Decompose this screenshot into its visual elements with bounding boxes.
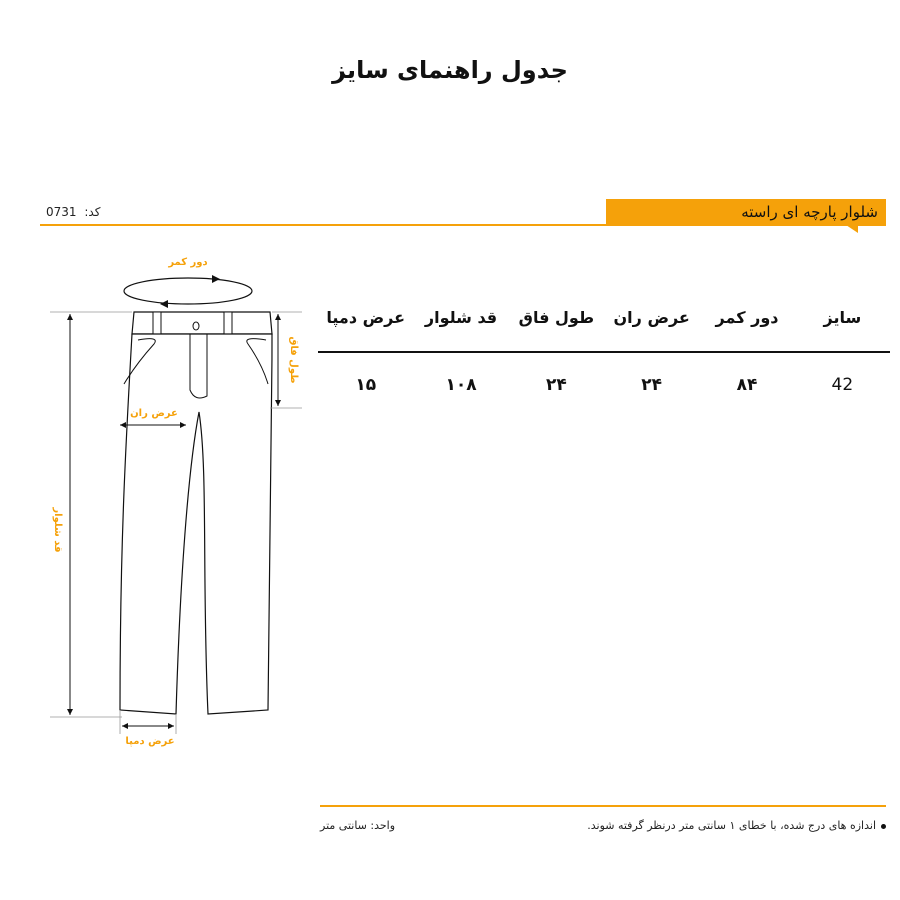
belt-loop-right: [224, 312, 232, 334]
header-rise: طول فاق: [518, 308, 595, 327]
header-length: قد شلوار: [424, 308, 498, 327]
product-code-value: 0731: [46, 205, 77, 219]
footer-note-text: اندازه های درج شده، با خطای ۱ سانتی متر درنظر گرفته شوند.: [587, 819, 876, 832]
page-title: جدول راهنمای سایز: [332, 56, 568, 84]
footer-note: [584, 819, 886, 832]
cell-rise: ۲۴: [545, 375, 567, 395]
waist-ellipse: [124, 278, 252, 304]
waist-arrow-bottom: [160, 300, 168, 308]
hem-arrow-right: [168, 723, 174, 729]
cell-length: ۱۰۸: [445, 375, 477, 395]
bullet-icon: [881, 824, 886, 829]
thigh-label: عرض ران: [130, 408, 178, 419]
pants-drawing: [40, 240, 320, 760]
header-thigh: عرض ران: [613, 308, 690, 327]
hem-label: عرض دمپا: [125, 736, 175, 747]
product-name-tab: [606, 199, 886, 225]
waist-label: دور کمر: [168, 257, 208, 268]
size-table: [318, 296, 890, 417]
button: [193, 322, 199, 330]
product-code-label: کد:: [84, 205, 101, 219]
belt-loop-left: [153, 312, 161, 334]
pants-diagram: [40, 240, 320, 760]
header-waist: دور کمر: [715, 308, 779, 327]
header-hem: عرض دمپا: [326, 308, 406, 327]
table-header-row: [318, 296, 890, 353]
length-arrow-bottom: [67, 709, 73, 715]
pants-outline: [120, 334, 272, 714]
rise-arrow-top: [275, 314, 281, 320]
footer-unit: واحد: سانتی متر: [320, 819, 396, 832]
thigh-arrow-left: [120, 422, 126, 428]
rise-label: طول فاق: [288, 336, 299, 384]
header-size: سایز: [823, 308, 862, 327]
cell-waist: ۸۴: [736, 375, 758, 395]
product-name: شلوار پارچه ای راسته: [741, 203, 878, 221]
cell-thigh: ۲۴: [641, 375, 663, 395]
cell-hem: ۱۵: [355, 375, 377, 395]
table-row: [318, 353, 890, 417]
hem-arrow-left: [122, 723, 128, 729]
rise-arrow-bottom: [275, 400, 281, 406]
waist-arrow-top: [212, 275, 220, 283]
product-code: [46, 205, 100, 219]
product-tab-notch: [846, 225, 858, 233]
cell-size: 42: [831, 375, 854, 395]
length-arrow-top: [67, 314, 73, 320]
footer-divider: [320, 805, 886, 807]
length-label: قد شلوار: [52, 507, 63, 553]
